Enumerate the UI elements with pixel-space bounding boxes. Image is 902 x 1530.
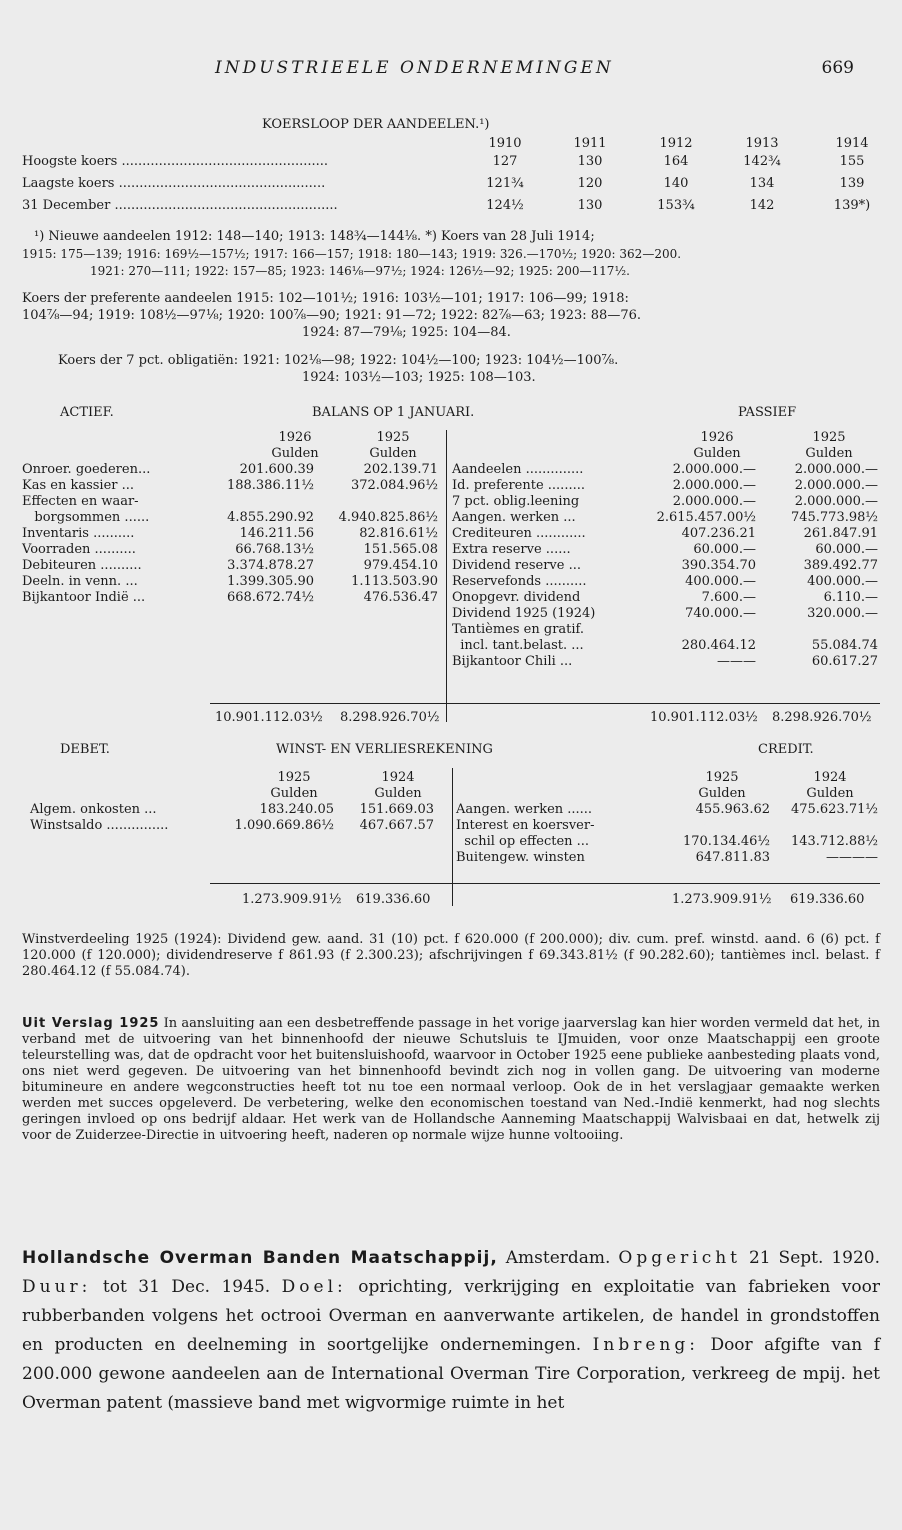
row-label: Onopgevr. dividend xyxy=(452,590,581,605)
debet-year-row xyxy=(30,770,448,786)
unit-b: Gulden xyxy=(369,446,417,461)
row-label: incl. tant.belast. ... xyxy=(452,638,584,653)
koersloop-title: KOERSLOOP DER AANDEELEN.¹) xyxy=(262,117,490,132)
unit-b: Gulden xyxy=(806,786,854,801)
year-1912: 1912 xyxy=(659,136,693,151)
value-a: 1.090.669.86½ xyxy=(234,818,334,833)
table-row xyxy=(22,542,444,558)
balans-total-actief-a: 10.901.112.03½ xyxy=(215,710,323,725)
winst-total-credit-a: 1.273.909.91½ xyxy=(672,892,772,907)
koers-value: 139 xyxy=(839,176,865,191)
value-a: 400.000.— xyxy=(685,574,756,589)
koers-value: 120 xyxy=(577,176,603,191)
value-a: 201.600.39 xyxy=(239,462,314,477)
koers-label: 31 December ...................................................... xyxy=(22,198,338,213)
row-label: Deeln. in venn. ... xyxy=(22,574,138,589)
table-row xyxy=(452,542,882,558)
row-label: Aandeelen .............. xyxy=(452,462,584,477)
value-b: 1.113.503.90 xyxy=(351,574,438,589)
table-row xyxy=(452,606,882,622)
winstverdeeling-paragraph: Winstverdeeling 1925 (1924): Dividend gew. aand. 31 (10) pct. f 620.000 (f 200.000); div. cum. pref. winstd. aand. 6 (6) pct. f 120.000 (f 120.000); dividendreserve f 861.93 (f 2.300.23); afschrijvingen f 69.343.81½ (f 90.282.60); tantièmes incl. belast. f 280.464.12 (f 55.084.74). xyxy=(22,932,880,979)
year-1914: 1914 xyxy=(835,136,869,151)
verslag-lead: Uit Verslag 1925 xyxy=(22,1016,160,1031)
row-label: Dividend reserve ... xyxy=(452,558,581,573)
year-b: 1925 xyxy=(376,430,410,445)
year-a: 1926 xyxy=(700,430,734,445)
value-b: 60.000.— xyxy=(815,542,878,557)
unit-a: Gulden xyxy=(270,786,318,801)
koers-value: 153¾ xyxy=(657,198,695,213)
table-row xyxy=(452,590,882,606)
value-b: 372.084.96½ xyxy=(350,478,438,493)
balans-total-actief-b: 8.298.926.70½ xyxy=(340,710,440,725)
value-a: 668.672.74½ xyxy=(226,590,314,605)
firm-place: Amsterdam. xyxy=(497,1248,611,1268)
winst-total-debet-b: 619.336.60 xyxy=(356,892,431,907)
koers-value: 134 xyxy=(749,176,775,191)
koers-value: 140 xyxy=(663,176,689,191)
value-b: 475.623.71½ xyxy=(790,802,878,817)
winst-total-debet-a: 1.273.909.91½ xyxy=(242,892,342,907)
value-a: 2.000.000.— xyxy=(672,494,756,509)
row-label: Voorraden .......... xyxy=(22,542,136,557)
table-row xyxy=(22,574,444,590)
row-label: schil op effecten ... xyxy=(456,834,590,849)
row-label: Bijkantoor Chili ... xyxy=(452,654,573,669)
row-label: Kas en kassier ... xyxy=(22,478,135,493)
table-row xyxy=(452,478,882,494)
preferente-line: Koers der preferente aandeelen 1915: 102—101½; 1916: 103½—101; 1917: 106—99; 1918: xyxy=(22,291,629,306)
doel-label: Doel: xyxy=(281,1277,347,1297)
value-a: ——— xyxy=(717,654,756,669)
row-label: Debiteuren .......... xyxy=(22,558,142,573)
passief-table xyxy=(452,430,882,670)
passief-heading: PASSIEF xyxy=(738,405,797,420)
year-b: 1924 xyxy=(813,770,847,785)
koers-row-december xyxy=(22,198,882,216)
value-a: 280.464.12 xyxy=(681,638,756,653)
value-b: 979.454.10 xyxy=(363,558,438,573)
value-b: 745.773.98½ xyxy=(790,510,878,525)
row-label: Bijkantoor Indië ... xyxy=(22,590,146,605)
winst-divider xyxy=(452,768,453,906)
table-row xyxy=(22,558,444,574)
opgericht-value: 21 Sept. 1920. xyxy=(741,1248,880,1268)
doel-value: oprichting, verkrijging en exploitatie van fabrieken voor rubberbanden volgens het octrooi Overman en aanverwante artikelen, de handel in grondstoffen en producten en deelneming in soortgelijke ondernemingen. xyxy=(22,1277,881,1355)
value-b: 320.000.— xyxy=(807,606,878,621)
value-a: 60.000.— xyxy=(693,542,756,557)
koers-value: 130 xyxy=(577,154,603,169)
year-a: 1926 xyxy=(278,430,312,445)
page-header xyxy=(0,58,902,84)
row-label: Crediteuren ............ xyxy=(452,526,586,541)
debet-heading: DEBET. xyxy=(60,742,110,757)
value-b: 4.940.825.86½ xyxy=(338,510,438,525)
actief-heading: ACTIEF. xyxy=(60,405,114,420)
unit-a: Gulden xyxy=(693,446,741,461)
credit-table xyxy=(456,770,882,866)
koers-row-hoogste xyxy=(22,154,882,172)
koers-label: Hoogste koers .................................................. xyxy=(22,154,329,169)
obligatien-line: Koers der 7 pct. obligatiën: 1921: 102⅛—98; 1922: 104½—100; 1923: 104½—100⅞. xyxy=(58,353,619,368)
unit-b: Gulden xyxy=(805,446,853,461)
value-b: 151.565.08 xyxy=(363,542,438,557)
row-label: Buitengew. winsten xyxy=(456,850,585,865)
table-row xyxy=(22,462,444,478)
inbreng-value: Door afgifte van f 200.000 gewone aandeelen aan de International Overman Tire Corporation, verkreeg de mpij. het Overman patent (massieve band met wigvormige ruimte in het xyxy=(22,1335,880,1413)
row-label: Interest en koersver- xyxy=(456,818,595,833)
running-title: INDUSTRIEELE ONDERNEMINGEN xyxy=(215,58,614,78)
year-1911: 1911 xyxy=(573,136,607,151)
debet-table xyxy=(30,770,448,834)
winst-title: WINST- EN VERLIESREKENING xyxy=(276,742,493,757)
value-a: 740.000.— xyxy=(685,606,756,621)
value-b: 202.139.71 xyxy=(363,462,438,477)
koers-value: 155 xyxy=(839,154,865,169)
row-label: Id. preferente ......... xyxy=(452,478,585,493)
obligatien-line: 1924: 103½—103; 1925: 108—103. xyxy=(302,370,536,385)
value-a: 2.000.000.— xyxy=(672,478,756,493)
koers-value: 121¾ xyxy=(486,176,524,191)
opgericht-label: Opgericht xyxy=(618,1248,742,1268)
table-row xyxy=(456,802,882,818)
year-b: 1924 xyxy=(381,770,415,785)
table-row xyxy=(452,462,882,478)
balans-total-passief-a: 10.901.112.03½ xyxy=(650,710,758,725)
value-a: 455.963.62 xyxy=(695,802,770,817)
value-b: 55.084.74 xyxy=(811,638,878,653)
row-label: Onroer. goederen... xyxy=(22,462,151,477)
value-b: 2.000.000.— xyxy=(794,478,878,493)
koers-row-laagste xyxy=(22,176,882,194)
credit-year-row xyxy=(456,770,882,786)
value-b: 151.669.03 xyxy=(359,802,434,817)
value-b: 261.847.91 xyxy=(803,526,878,541)
inbreng-label: Inbreng: xyxy=(592,1335,699,1355)
unit-b: Gulden xyxy=(374,786,422,801)
table-row xyxy=(452,494,882,510)
row-label: Reservefonds .......... xyxy=(452,574,587,589)
table-row xyxy=(456,834,882,850)
winst-total-credit-b: 619.336.60 xyxy=(790,892,865,907)
row-label: 7 pct. oblig.leening xyxy=(452,494,580,509)
koers-value: 127 xyxy=(492,154,518,169)
duur-label: Duur: xyxy=(22,1277,92,1297)
actief-unit-row xyxy=(22,446,444,462)
table-row xyxy=(452,558,882,574)
koers-footnote-line: 1921: 270—111; 1922: 157—85; 1923: 146⅛—97½; 1924: 126½—92; 1925: 200—117½. xyxy=(90,264,630,278)
value-a: 647.811.83 xyxy=(695,850,770,865)
preferente-line: 1924: 87—79⅛; 1925: 104—84. xyxy=(302,325,511,340)
value-b: 476.536.47 xyxy=(363,590,438,605)
row-label: Aangen. werken ... xyxy=(452,510,576,525)
table-row xyxy=(22,590,444,606)
value-b: 60.617.27 xyxy=(811,654,878,669)
value-a: 183.240.05 xyxy=(259,802,334,817)
verslag-paragraph xyxy=(22,1016,880,1144)
table-row xyxy=(22,494,444,510)
unit-a: Gulden xyxy=(271,446,319,461)
table-row xyxy=(452,574,882,590)
koers-value: 130 xyxy=(577,198,603,213)
row-label: Inventaris .......... xyxy=(22,526,135,541)
passief-unit-row xyxy=(452,446,882,462)
value-a: 2.000.000.— xyxy=(672,462,756,477)
firm-entry xyxy=(22,1244,880,1418)
passief-year-row xyxy=(452,430,882,446)
value-a: 66.768.13½ xyxy=(235,542,314,557)
table-row xyxy=(452,526,882,542)
value-a: 146.211.56 xyxy=(239,526,314,541)
row-label: Algem. onkosten ... xyxy=(30,802,157,817)
value-b: 82.816.61½ xyxy=(359,526,438,541)
balans-total-passief-b: 8.298.926.70½ xyxy=(772,710,872,725)
row-label: Extra reserve ...... xyxy=(452,542,571,557)
table-row xyxy=(456,818,882,834)
koers-value: 142 xyxy=(749,198,775,213)
koers-year-row xyxy=(22,136,882,154)
row-label: Tantièmes en gratif. xyxy=(452,622,585,637)
credit-unit-row xyxy=(456,786,882,802)
unit-a: Gulden xyxy=(698,786,746,801)
value-a: 170.134.46½ xyxy=(682,834,770,849)
debet-unit-row xyxy=(30,786,448,802)
table-row xyxy=(456,850,882,866)
value-a: 7.600.— xyxy=(701,590,756,605)
year-b: 1925 xyxy=(812,430,846,445)
table-row xyxy=(30,802,448,818)
value-a: 4.855.290.92 xyxy=(227,510,314,525)
row-label: Dividend 1925 (1924) xyxy=(452,606,596,621)
actief-table xyxy=(22,430,444,606)
row-label: Winstsaldo ............... xyxy=(30,818,169,833)
year-a: 1925 xyxy=(277,770,311,785)
value-b: 2.000.000.— xyxy=(794,494,878,509)
table-row xyxy=(452,622,882,638)
table-row xyxy=(30,818,448,834)
verslag-text: In aansluiting aan een desbetreffende passage in het vorige jaarverslag kan hier worden vermeld dat het, in verband met de uitvoering van het binnenhoofd der nieuwe Schutsluis te IJmuiden, voor onze Maatschappij een groote teleurstelling was, dat de opdracht voor het buitensluishoofd, waarvoor in October 1925 eene publieke aanbesteding plaats vond, ons niet werd gegeven. De uitvoering van het binnenhoofd bevindt zich nog in vollen gang. De uitvoering van moderne bitumineure en andere wegconstructies heeft tot nu toe een normaal verloop. Ook de in het verslagjaar gemaakte werken werden met succes opgeleverd. De verbetering, welke den economischen toestand van Ned.-Indië kenmerkt, had nog slechts geringen invloed op ons bedrijf aldaar. Het werk van de Hollandsche Aanneming Maatschappij Walvisbaai en dat, hetwelk zij voor de Zuiderzee-Directie in uitvoering heeft, naderen op normale wijze hunne voltooiing. xyxy=(22,1016,881,1143)
firm-name: Hollandsche Overman Banden Maatschappij, xyxy=(22,1248,498,1268)
koers-footnote-line: ¹) Nieuwe aandeelen 1912: 148—140; 1913: 148¾—144⅛. *) Koers van 28 Juli 1914; xyxy=(34,229,595,244)
value-a: 3.374.878.27 xyxy=(227,558,314,573)
table-row xyxy=(452,510,882,526)
koers-value: 124½ xyxy=(486,198,524,213)
table-row xyxy=(452,654,882,670)
value-b: 2.000.000.— xyxy=(794,462,878,477)
balans-title: BALANS OP 1 JANUARI. xyxy=(312,405,475,420)
value-a: 2.615.457.00½ xyxy=(656,510,756,525)
row-label: borgsommen ...... xyxy=(22,510,150,525)
year-1910: 1910 xyxy=(488,136,522,151)
year-1913: 1913 xyxy=(745,136,779,151)
balans-total-rule xyxy=(210,703,880,704)
value-a: 1.399.305.90 xyxy=(227,574,314,589)
row-label: Effecten en waar- xyxy=(22,494,139,509)
value-a: 188.386.11½ xyxy=(226,478,314,493)
winst-total-rule xyxy=(210,883,880,884)
row-label: Aangen. werken ...... xyxy=(456,802,593,817)
year-a: 1925 xyxy=(705,770,739,785)
table-row xyxy=(22,526,444,542)
value-b: 389.492.77 xyxy=(803,558,878,573)
table-row xyxy=(452,638,882,654)
actief-year-row xyxy=(22,430,444,446)
koers-value: 139*) xyxy=(833,198,871,213)
duur-value: tot 31 Dec. 1945. xyxy=(91,1277,271,1297)
credit-heading: CREDIT. xyxy=(758,742,814,757)
preferente-line: 104⅞—94; 1919: 108½—97⅛; 1920: 100⅞—90; 1921: 91—72; 1922: 82⅞—63; 1923: 88—76. xyxy=(22,308,641,323)
value-b: 143.712.88½ xyxy=(790,834,878,849)
value-b: 467.667.57 xyxy=(359,818,434,833)
table-row xyxy=(22,510,444,526)
koers-label: Laagste koers .................................................. xyxy=(22,176,326,191)
balans-divider xyxy=(446,430,447,722)
value-a: 407.236.21 xyxy=(681,526,756,541)
koers-value: 164 xyxy=(663,154,689,169)
value-b: 400.000.— xyxy=(807,574,878,589)
koers-footnote-line: 1915: 175—139; 1916: 169½—157½; 1917: 166—157; 1918: 180—143; 1919: 326.—170½; 1920: 362—200. xyxy=(22,247,682,261)
value-a: 390.354.70 xyxy=(681,558,756,573)
value-b: ———— xyxy=(826,850,878,865)
value-b: 6.110.— xyxy=(823,590,878,605)
page-number: 669 xyxy=(821,58,854,78)
koers-value: 142¾ xyxy=(743,154,781,169)
table-row xyxy=(22,478,444,494)
